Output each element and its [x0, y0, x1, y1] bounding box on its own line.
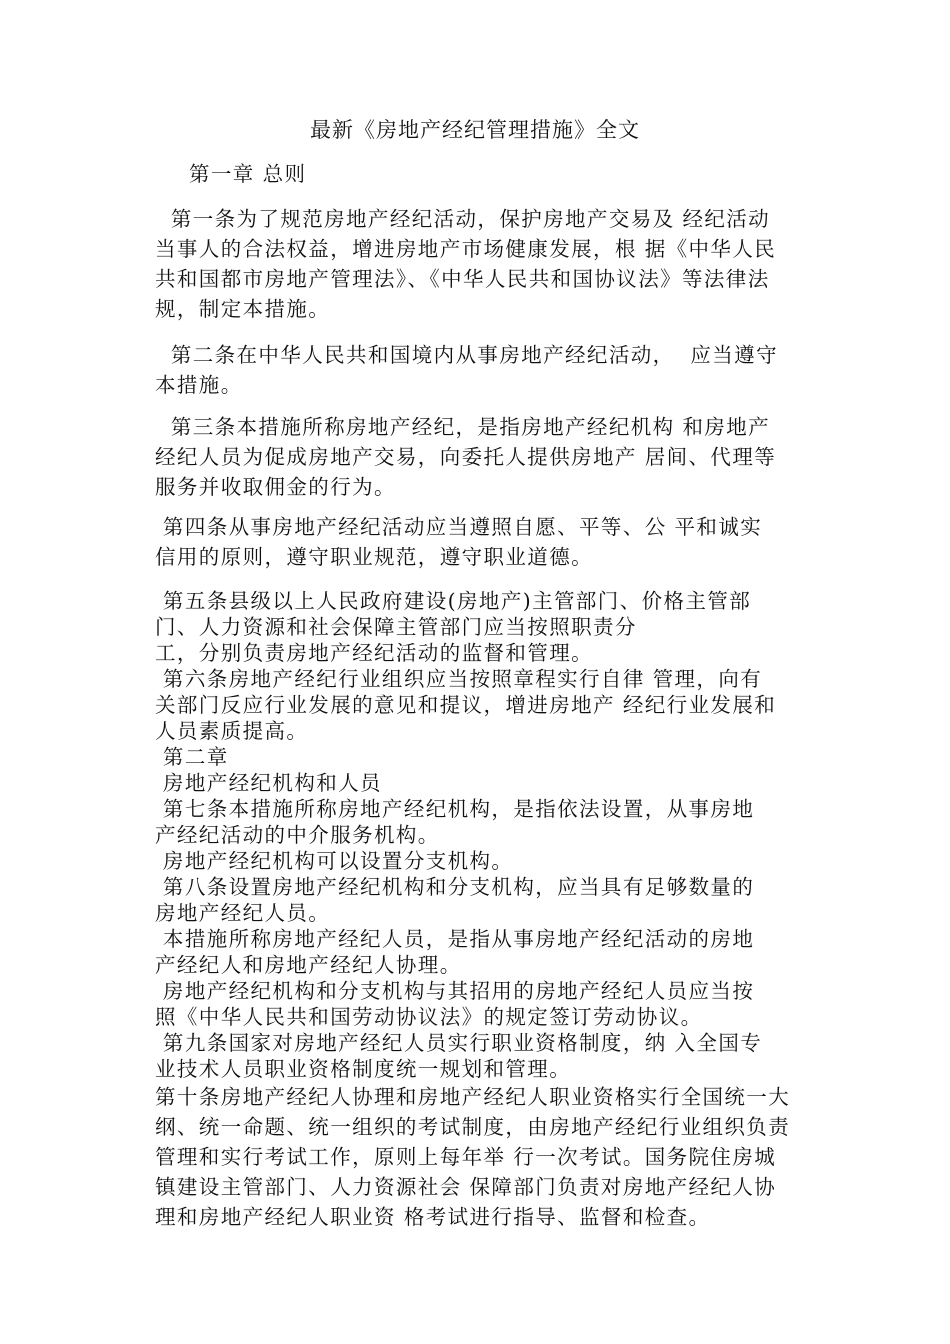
text-line: 服务并收取佣金的行为。 [155, 475, 396, 499]
text-line: 规，制定本措施。 [155, 297, 331, 321]
article-2-paragraph [155, 340, 805, 400]
text-line: 业技术人员职业资格制度统一规划和管理。 [155, 1057, 572, 1081]
text-line: 第六条房地产经纪行业组织应当按照章程实行自律 管理，向有 [155, 667, 763, 691]
text-line: 第八条设置房地产经纪机构和分支机构，应当具有足够数量的 [155, 875, 755, 899]
chapter-heading-text: 第一章 总则 [189, 162, 307, 186]
text-line: 关部门反应行业发展的意见和提议，增进房地产 经纪行业发展和 [155, 693, 777, 717]
text-line: 本措施。 [155, 373, 243, 397]
text-line: 第一条为了规范房地产经纪活动，保护房地产交易及 经纪活动 [155, 207, 771, 231]
text-line: 镇建设主管部门、人力资源社会 保障部门负责对房地产经纪人协 [155, 1175, 777, 1199]
text-line: 经纪人员为促成房地产交易，向委托人提供房地产 居间、代理等 [155, 445, 777, 469]
text-line: 信用的原则，遵守职业规范，遵守职业道德。 [155, 545, 593, 569]
text-line: 第三条本措施所称房地产经纪，是指房地产经纪机构 和房地产 [155, 415, 771, 439]
text-line: 纲、统一命题、统一组织的考试制度，由房地产经纪行业组织负责 [155, 1115, 791, 1139]
text-line: 人员素质提高。 [155, 719, 309, 743]
article-4-paragraph [155, 512, 805, 572]
text-line: 第二条在中华人民共和国境内从事房地产经纪活动， 应当遵守 [155, 343, 778, 367]
chapter-2-title: 房地产经纪机构和人员 [155, 771, 382, 795]
text-line: 第十条房地产经纪人协理和房地产经纪人职业资格实行全国统一大 [155, 1085, 791, 1109]
text-line: 门、人力资源和社会保障主管部门应当按照职责分 [155, 615, 637, 639]
chapter-2-heading: 第二章 [155, 745, 229, 769]
articles-5-to-10 [155, 588, 805, 1232]
text-line: 房地产经纪机构和分支机构与其招用的房地产经纪人员应当按 [155, 979, 755, 1003]
text-line: 当事人的合法权益，增进房地产市场健康发展，根 据《中华人民 [155, 237, 777, 261]
text-line: 产经纪人和房地产经纪人协理。 [155, 953, 462, 977]
chapter-1-heading [155, 160, 805, 188]
document-title: 最新《房地产经纪管理措施》全文 [310, 118, 640, 142]
article-1-paragraph [155, 204, 805, 324]
text-line: 理和房地产经纪人职业资 格考试进行指导、监督和检查。 [155, 1205, 711, 1229]
text-line: 第九条国家对房地产经纪人员实行职业资格制度，纳 入全国专 [155, 1031, 763, 1055]
text-line: 工，分别负责房地产经纪活动的监督和管理。 [155, 641, 593, 665]
text-line: 共和国都市房地产管理法》、《中华人民共和国协议法》等法律法 [155, 267, 770, 291]
text-line: 第七条本措施所称房地产经纪机构，是指依法设置，从事房地 [155, 797, 755, 821]
text-line: 房地产经纪机构可以设置分支机构。 [155, 849, 514, 873]
article-3-paragraph [155, 412, 805, 502]
text-line: 第四条从事房地产经纪活动应当遵照自愿、平等、公 平和诚实 [155, 515, 763, 539]
text-line: 本措施所称房地产经纪人员，是指从事房地产经纪活动的房地 [155, 927, 755, 951]
text-line: 管理和实行考试工作，原则上每年举 行一次考试。国务院住房城 [155, 1145, 777, 1169]
text-line: 第五条县级以上人民政府建设(房地产)主管部门、价格主管部 [155, 589, 752, 613]
text-line: 产经纪活动的中介服务机构。 [155, 823, 440, 847]
text-line: 房地产经纪人员。 [155, 901, 331, 925]
text-line: 照《中华人民共和国劳动协议法》的规定签订劳动协议。 [155, 1005, 703, 1029]
